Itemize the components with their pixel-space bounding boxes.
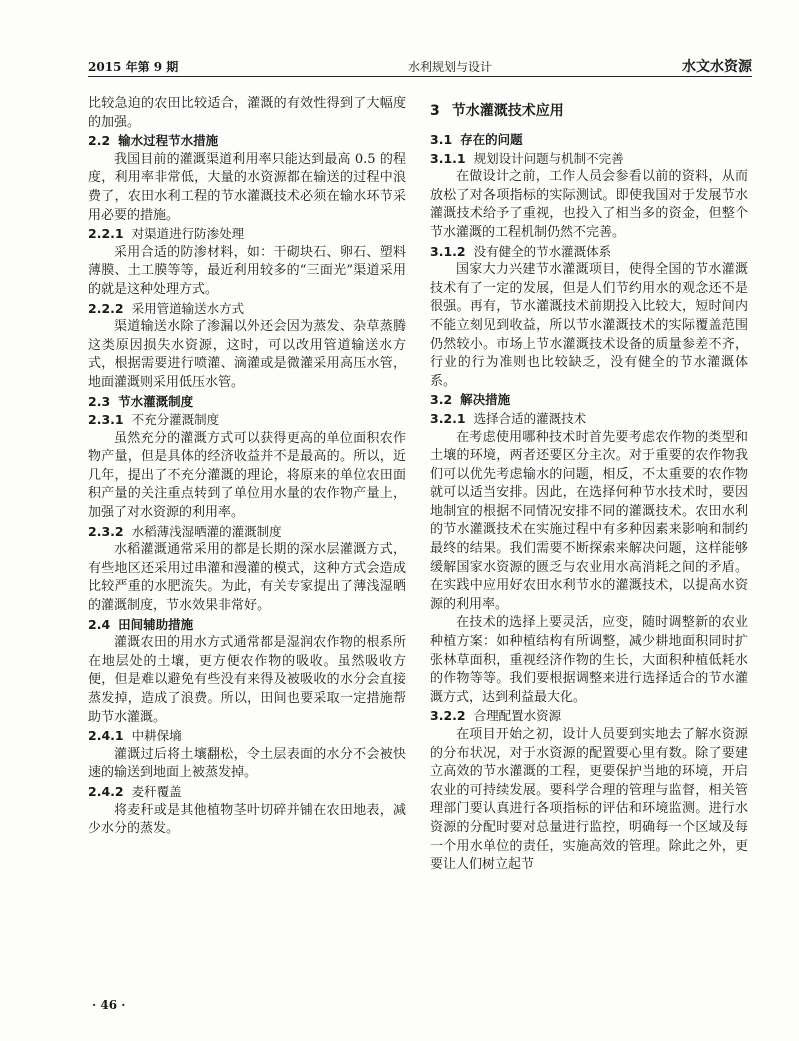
paragraph: 灌溉农田的用水方式通常都是湿润农作物的根系所在地层处的土壤，更方便农作物的吸收。虽然吸收方便，但是难以避免有些没有来得及被吸收的水分会直接蒸发掉，造成了浪费。所以，田间也要采取一定措施帮助节水灌溉。: [88, 635, 406, 725]
section-title: 输水过程节水措施: [118, 133, 219, 149]
section-number: 2.2.1: [88, 226, 124, 242]
section-title: 选择合适的灌溉技术: [473, 410, 587, 426]
paragraph: 灌溉过后将土壤翻松，令土层表面的水分不会被快速的输送到地面上被蒸发掉。: [88, 746, 406, 781]
section-heading: [88, 393, 406, 412]
journal-title: 水利规划与设计: [408, 60, 493, 74]
section-heading: [430, 243, 748, 262]
paragraph: 采用合适的防渗材料，如：干砌块石、卵石、塑料薄膜、土工膜等等，最近利用较多的“三面光”渠道采用的就是这种处理方式。: [88, 244, 406, 297]
section-heading: [430, 101, 748, 121]
section-heading: [88, 616, 406, 635]
section-heading: [430, 131, 748, 150]
section-title: 对渠道进行防渗处理: [131, 226, 245, 242]
section-number: 3: [430, 103, 440, 119]
section-title: 麦秆覆盖: [131, 783, 182, 799]
section-heading: [88, 132, 406, 151]
section-number: 2.3: [88, 393, 111, 409]
section-heading: [88, 411, 406, 430]
section-heading: [430, 391, 748, 410]
paragraph: 在考虑使用哪种技术时首先要考虑农作物的类型和土壤的环境，两者还要区分主次。对于重要的农作物我们可以优先考虑输水的问题，相反，不太重要的农作物就可以适当安排。因此，在选择何种节水技术时，要因地制宜的根据不同情况安排不同的灌溉技术。农田水利的节水灌溉技术在实施过程中有多种因素来影响和制约最终的结果。我们需要不断探索来解决问题，这样能够缓解国家水资源的匮乏与农业用水高消耗之间的矛盾。在实践中应用好农田水利节水的灌溉技术，以提高水资源的利用率。: [430, 429, 748, 612]
section-title: 采用管道输送水方式: [131, 300, 245, 316]
paragraph: 国家大力兴建节水灌溉项目，使得全国的节水灌溉技术有了一定的发展，但是人们节约用水的观念还不是很强。再有，节水灌溉技术前期投入比较大，短时间内不能立刻见到收益，所以节水灌溉技术的实际覆盖范围仍然较小。市场上节水灌溉技术设备的质量参差不齐，行业的行为准则也比较缺乏，没有健全的节水灌溉体系。: [430, 262, 748, 389]
section-title: 解决措施: [460, 392, 511, 408]
section-heading: [88, 727, 406, 746]
section-title: 存在的问题: [460, 132, 523, 147]
section-title: 合理配置水资源: [473, 708, 562, 724]
section-heading: [430, 707, 748, 726]
left-column: [88, 95, 406, 839]
section-number: 3.2.1: [430, 410, 466, 426]
section-title: 田间辅助措施: [118, 616, 194, 632]
section-heading: [88, 300, 406, 319]
section-number: 3.2: [430, 392, 453, 408]
section-number: 2.3.2: [88, 523, 124, 539]
section-title: 节水灌溉技术应用: [451, 103, 564, 119]
section-heading: [88, 523, 406, 542]
section-label: 水文水资源: [682, 59, 752, 75]
paragraph: 比较急迫的农田比较适合，灌溉的有效性得到了大幅度的加强。: [88, 96, 406, 130]
section-number: 2.4: [88, 616, 111, 632]
section-number: 2.4.1: [88, 728, 124, 744]
paragraph: 渠道输送水除了渗漏以外还会因为蒸发、杂草蒸腾这类原因损失水资源，这时，可以改用管道输送水方式，根据需要进行喷灌、滴灌或是微灌采用高压水管，地面灌溉则采用低压水管。: [88, 319, 406, 390]
section-number: 2.2.2: [88, 300, 124, 316]
section-heading: [88, 783, 406, 802]
section-number: 3.1.1: [430, 150, 466, 166]
section-number: 3.1: [430, 132, 453, 147]
section-title: 中耕保墒: [131, 728, 182, 744]
section-heading: [88, 225, 406, 244]
section-number: 3.1.2: [430, 243, 466, 259]
page-number: · 46 ·: [92, 998, 126, 1012]
section-title: 水稻薄浅湿晒灌的灌溉制度: [131, 523, 282, 539]
paragraph: 水稻灌溉通常采用的都是长期的深水层灌溉方式，有些地区还采用过串灌和漫灌的模式，这种方式会造成比较严重的水肥流失。为此，有关专家提出了薄浅湿晒的灌溉制度，节水效果非常好。: [88, 542, 406, 614]
section-number: 2.2: [88, 133, 111, 149]
section-number: 2.3.1: [88, 412, 124, 428]
section-number: 3.2.2: [430, 708, 466, 724]
section-heading: [430, 150, 748, 169]
section-number: 2.4.2: [88, 783, 124, 799]
section-title: 没有健全的节水灌溉体系: [473, 243, 612, 259]
paragraph: 我国目前的灌溉渠道利用率只能达到最高 0.5 的程度，利用率非常低，大量的水资源都在输送的过程中浪费了，农田水利工程的节水灌溉技术必须在输水环节采用必要的措施。: [88, 151, 406, 223]
right-column: [430, 95, 748, 875]
section-title: 节水灌溉制度: [118, 393, 194, 409]
section-title: 不充分灌溉制度: [131, 412, 220, 428]
issue-label: 2015 年第 9 期: [88, 60, 179, 74]
paragraph: 在项目开始之初，设计人员要到实地去了解水资源的分布状况，对于水资源的配置要心里有数。除了要建立高效的节水灌溉的工程，更要保护当地的环境，开启农业的可持续发展。要科学合理的管理与监督，相关管理部门要认真进行各项指标的评估和环境监测。进行水资源的分配时要对总量进行监控，明确每一个区域及每一个用水单位的责任，实施高效的管理。除此之外，更要让人们树立起节: [430, 727, 748, 873]
paragraph: 在技术的选择上要灵活，应变，随时调整新的农业种植方案：如种植结构有所调整，减少耕地面积同时扩张林草面积，重视经济作物的生长，大面积种植低耗水的作物等等。我们要根据调整来进行选择适合的节水灌溉方式，达到利益最大化。: [430, 615, 748, 705]
running-header: [88, 56, 752, 77]
section-heading: [430, 410, 748, 429]
paragraph: 将麦秆或是其他植物茎叶切碎并铺在农田地表，减少水分的蒸发。: [88, 802, 406, 837]
paragraph: 虽然充分的灌溉方式可以获得更高的单位面积农作物产量，但是具体的经济收益并不是最高的。所以，近几年，提出了不充分灌溉的理论，将原来的单位农田面积产量的关注重点转到了单位用水量的农作物产量上，加强了对水资源的利用率。: [88, 430, 406, 521]
section-title: 规划设计问题与机制不完善: [473, 150, 624, 166]
paragraph: 在做设计之前，工作人员会参看以前的资料，从而放松了对各项指标的实际测试。即使我国对于发展节水灌溉技术给予了重视，也投入了相当多的资金，但整个节水灌溉的工程机制仍然不完善。: [430, 169, 748, 240]
